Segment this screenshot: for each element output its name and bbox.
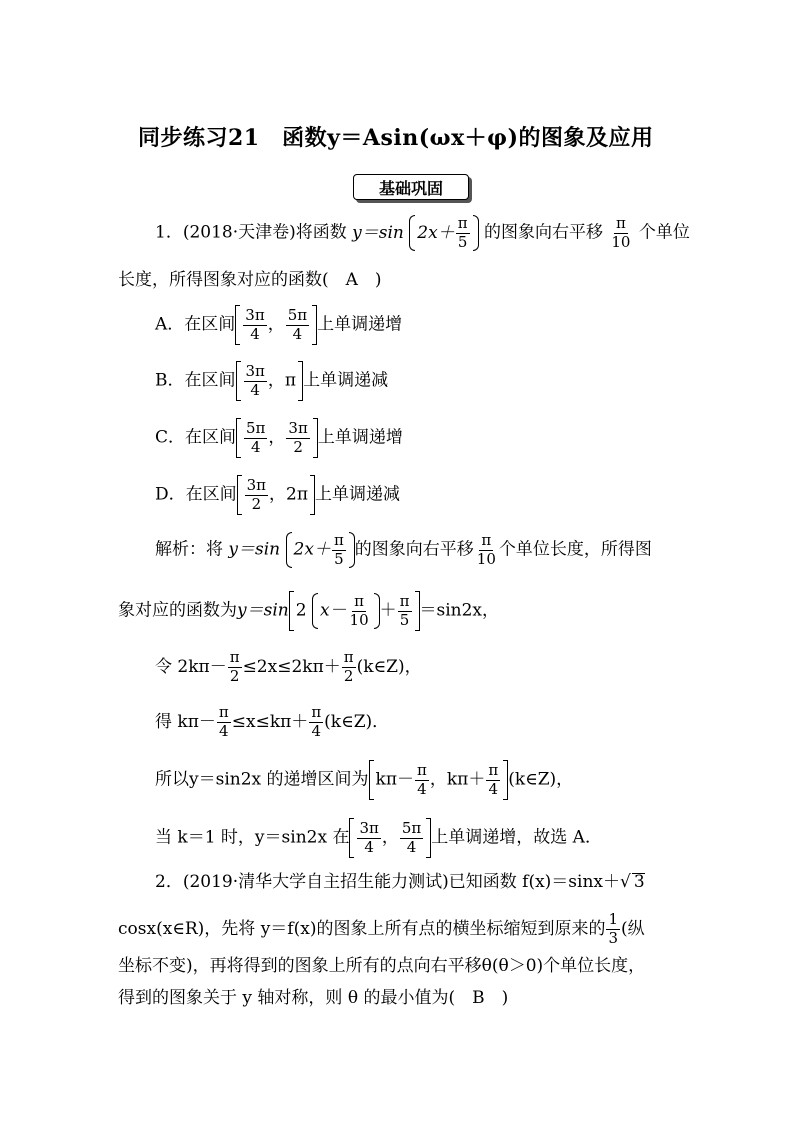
q1-solution-line4: 得 kπ－ $\frac{\pi}{4}$ ≤x≤kπ＋ $\frac{\pi}{4}$ (k∈Z)． [155, 703, 390, 740]
q1-option-b: B．在区间 $\frac{3\pi}{4}$ ，π 上单调递减 [155, 361, 388, 401]
q1-solution-line1: 解析：将 y＝sin 2x＋ $\frac{\pi}{5}$ 的图象向右平移 $\frac{\pi}{10}$ 个单位长度，所得图 [155, 530, 652, 568]
q1-solution-line3: 令 2kπ－ $\frac{\pi}{2}$ ≤2x≤2kπ＋ $\frac{\pi}{2}$ (k∈Z)， [155, 648, 422, 685]
q1-solution-line6: 当 k＝1 时，y＝sin2x 在 $\frac{3\pi}{4}$ ， $\frac{5\pi}{4}$ 上单调递增，故选 A． [155, 818, 602, 858]
fraction-pi-10: $\frac{\pi}{10}$ [611, 213, 631, 251]
q1-option-a: A．在区间 $\frac{3\pi}{4}$ ， $\frac{5\pi}{4}$ 上单调递增 [155, 305, 402, 345]
q1-option-d: D．在区间 $\frac{3\pi}{2}$ ，2π 上单调递减 [155, 475, 400, 515]
q1-solution-line5: 所以y＝sin2x 的递增区间为 kπ－ $\frac{\pi}{4}$ ，kπ＋ $\frac{\pi}{4}$ (k∈Z)， [155, 760, 573, 800]
q1-stem-func: y＝sin 2x＋ $\frac{\pi}{5}$ [352, 223, 478, 243]
q1-stem-line1 [155, 215, 690, 251]
sqrt-3: 3 [633, 872, 645, 892]
q2-line4: 得到的图象关于 y 轴对称，则 θ 的最小值为( B ) [118, 988, 509, 1008]
section-badge: 基础巩固 [353, 174, 469, 200]
q1-solution-line2: 象对应的函数为y＝sin 2 x－ $\frac{\pi}{10}$ ＋ $\frac{\pi}{5}$ ＝sin2x， [118, 591, 499, 631]
q1-stem-b: 的图象向右平移 [483, 222, 603, 243]
q2-line3: 坐标不变)，再将得到的图象上所有的点向右平移θ(θ＞0)个单位长度， [118, 956, 646, 976]
fraction-pi-5: $\frac{\pi}{5}$ [457, 213, 468, 251]
q1-option-c: C．在区间 $\frac{5\pi}{4}$ ， $\frac{3\pi}{2}$ 上单调递增 [155, 418, 403, 458]
page-title: 同步练习21 函数y＝Asin(ωx＋φ)的图象及应用 [138, 125, 654, 151]
q1-stem-a: 1．(2018·天津卷)将函数 [155, 222, 347, 243]
q1-stem-line2: 长度，所得图象对应的函数( A ) [118, 270, 382, 290]
q1-stem-c: 个单位 [638, 222, 690, 243]
paren-right [473, 215, 479, 251]
paren-left [409, 215, 415, 251]
q2-line2: cosx(x∈R)，先将 y＝f(x)的图象上所有点的横坐标缩短到原来的 $\frac{1}{3}$ (纵 [118, 910, 645, 947]
q2-line1: 2．(2019·清华大学自主招生能力测试)已知函数 f(x)＝sinx＋√ 3 [155, 872, 645, 892]
